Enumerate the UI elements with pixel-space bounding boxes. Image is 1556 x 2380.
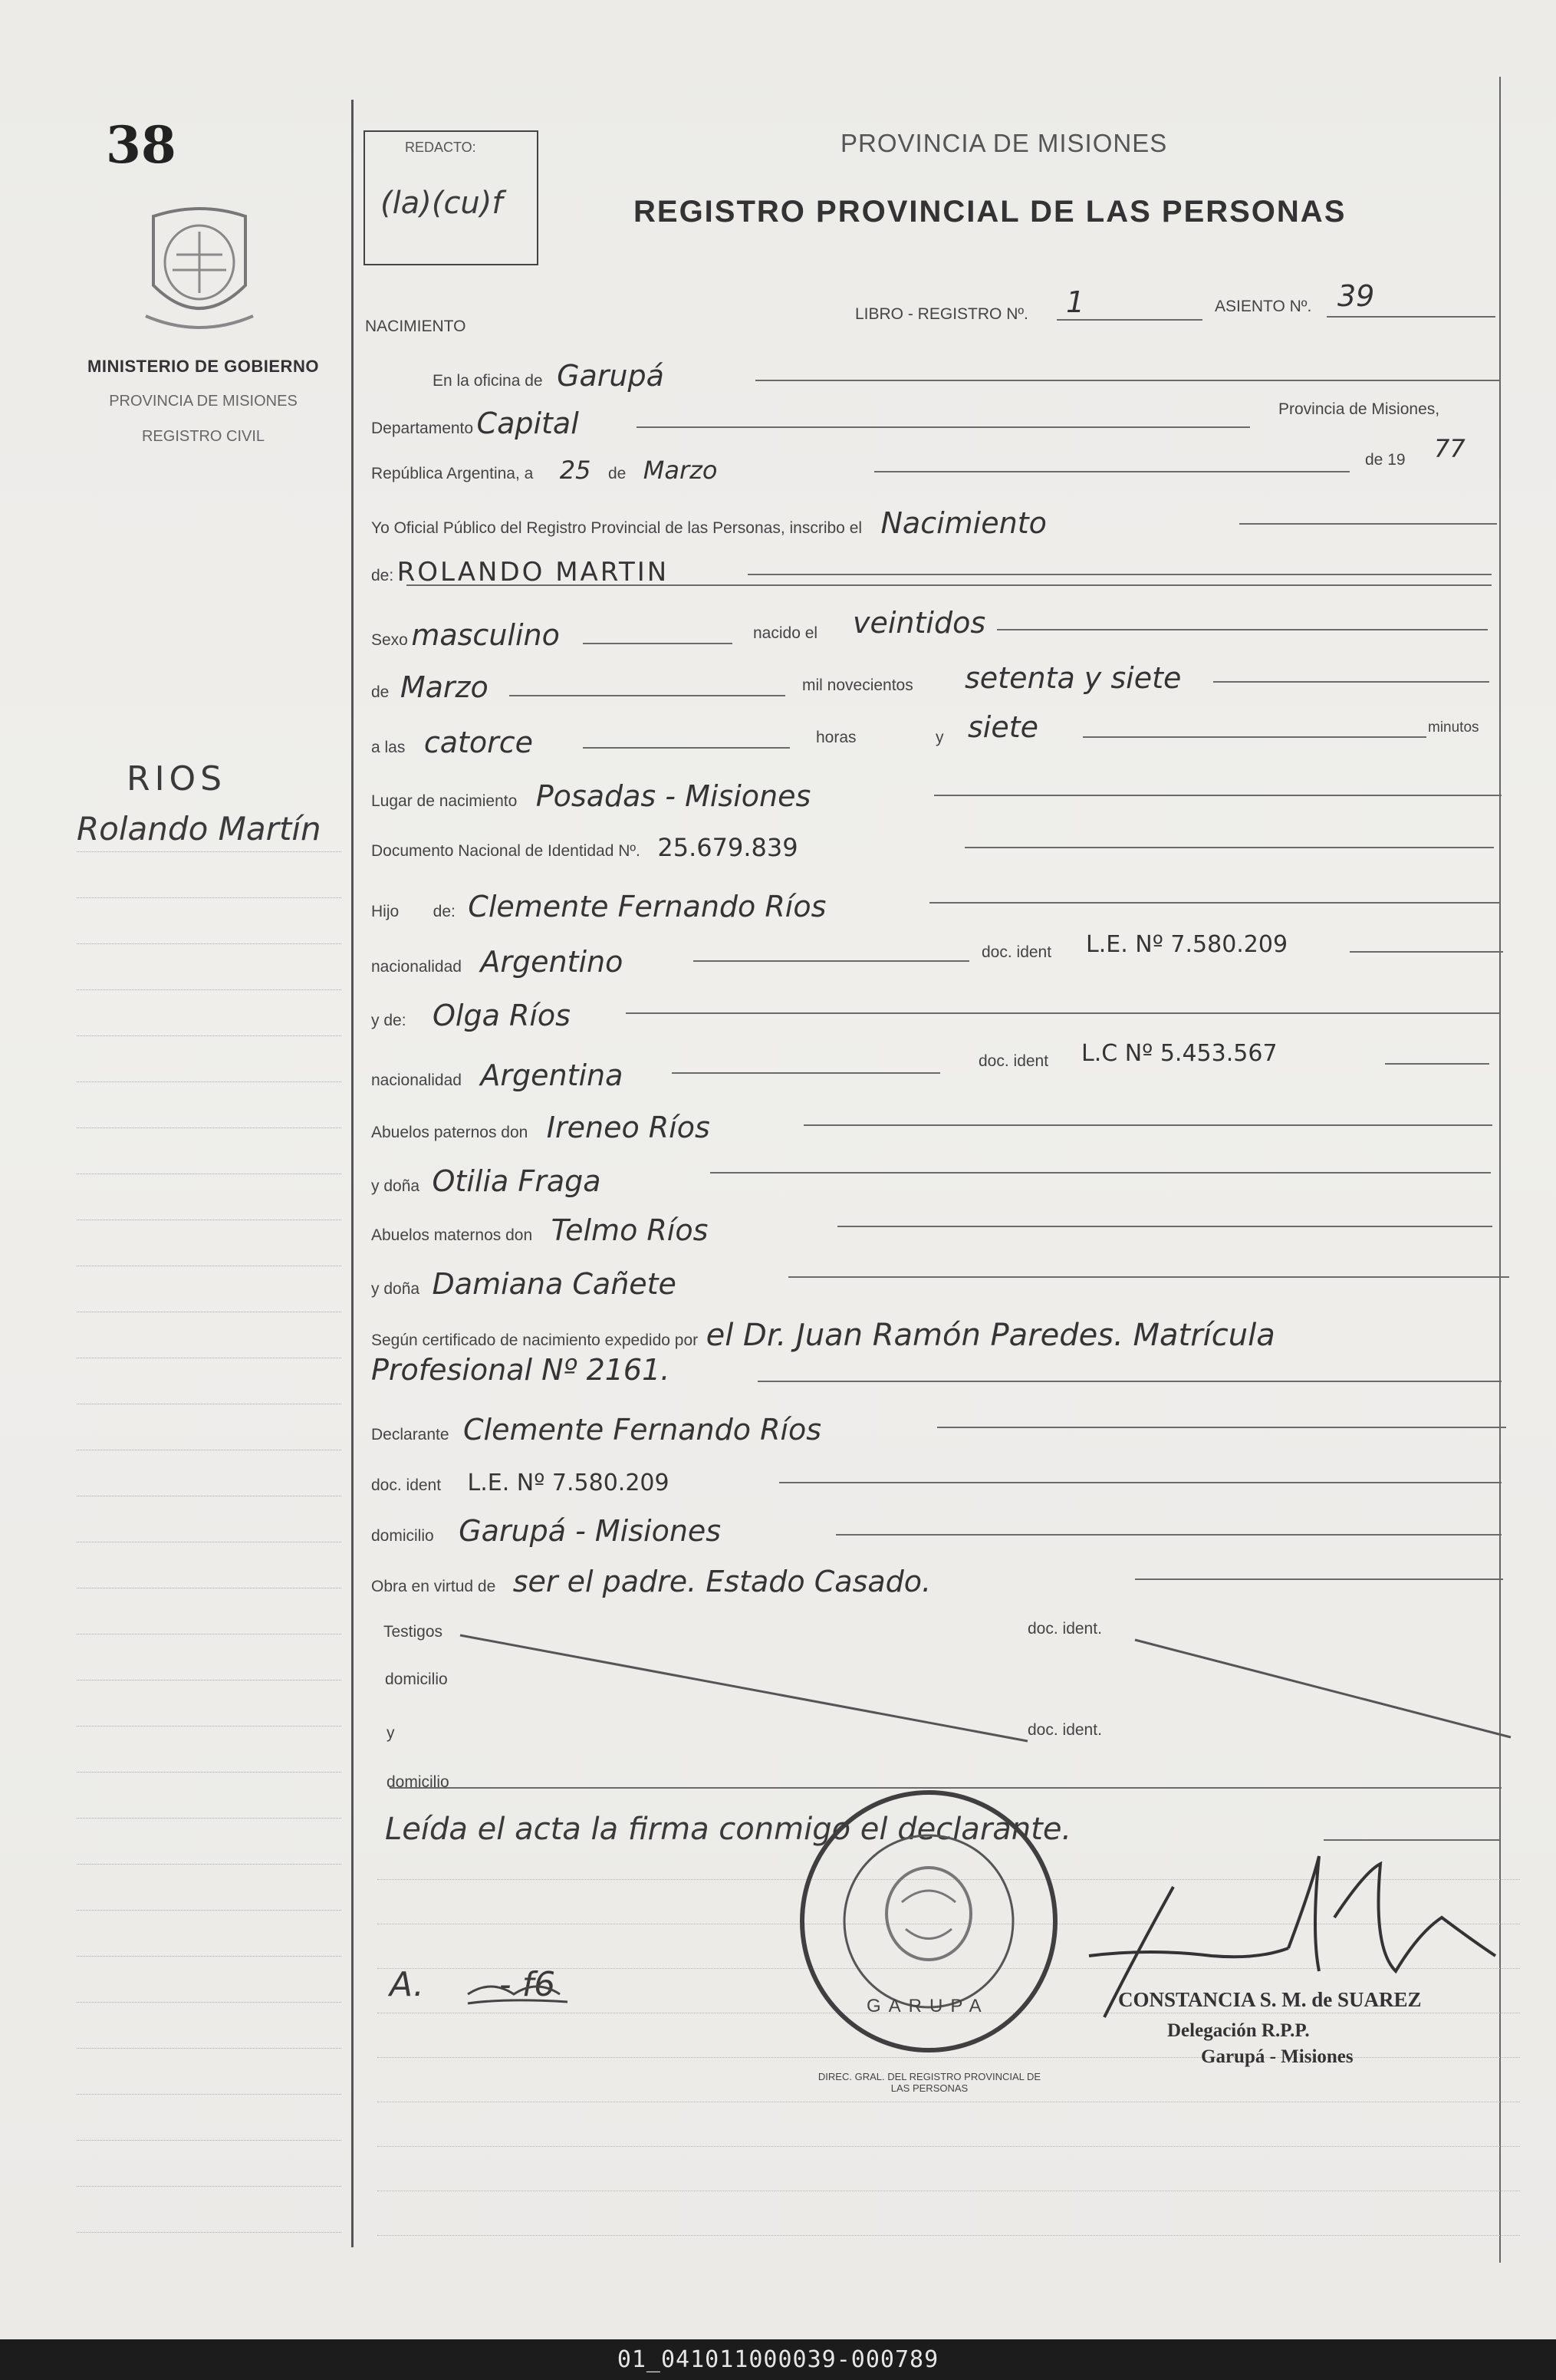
ministry-name: MINISTERIO DE GOBIERNO xyxy=(87,357,319,376)
abuelo-paterno-value: Ireneo Ríos xyxy=(546,1111,710,1144)
hijo-label: Hijo xyxy=(371,903,400,920)
dni-value: 25.679.839 xyxy=(657,833,798,862)
dotted-rule xyxy=(377,2146,1520,2147)
dia-value: 25 xyxy=(559,456,591,485)
margin-rule xyxy=(77,2186,341,2187)
provincia-suffix: Provincia de Misiones, xyxy=(1278,400,1440,418)
padre-value: Clemente Fernando Ríos xyxy=(468,890,827,923)
nacido-label: nacido el xyxy=(753,624,818,642)
left-initials: A. - f6 xyxy=(390,1965,556,2004)
section-label: NACIMIENTO xyxy=(365,318,466,335)
y-label: y xyxy=(936,729,944,746)
testigos-y-label: y xyxy=(387,1724,395,1742)
header-title: REGISTRO PROVINCIAL DE LAS PERSONAS xyxy=(633,195,1347,229)
sexo-value: masculino xyxy=(411,618,560,652)
scan-id-bar: 01_041011000039-000789 xyxy=(0,2339,1556,2380)
certificado-value: el Dr. Juan Ramón Paredes. Matrícula xyxy=(706,1318,1275,1353)
republica-label: República Argentina, a xyxy=(371,465,534,482)
oficina-label: En la oficina de xyxy=(433,372,543,390)
doc-madre-label: doc. ident xyxy=(979,1052,1049,1070)
alas-label: a las xyxy=(371,739,406,756)
nombre-value: ROLANDO MARTIN xyxy=(396,557,669,588)
oficial-label: Yo Oficial Público del Registro Provincial de las Personas, inscribo el xyxy=(371,519,863,537)
abuela-materna-value: Damiana Cañete xyxy=(432,1267,676,1301)
departamento-label: Departamento xyxy=(371,420,474,437)
testigos-doc-label: doc. ident. xyxy=(1028,1620,1102,1638)
acta-value: Nacimiento xyxy=(880,506,1047,540)
declarante-doc-label: doc. ident xyxy=(371,1476,442,1494)
obra-label: Obra en virtud de xyxy=(371,1578,496,1595)
signatory-place: Garupá - Misiones xyxy=(1201,2046,1354,2067)
testigos-domicilio-label: domicilio xyxy=(385,1671,448,1688)
margin-rule xyxy=(77,1956,341,1957)
margin-rule xyxy=(77,2140,341,2141)
dni-label: Documento Nacional de Identidad Nº. xyxy=(371,842,640,860)
certificado-value-cont: Profesional Nº 2161. xyxy=(371,1353,670,1387)
anio-label: de 19 xyxy=(1365,451,1406,469)
libro-value: 1 xyxy=(1066,285,1085,319)
asiento-value: 39 xyxy=(1337,279,1375,313)
abuela-paterna-label: y doña xyxy=(371,1177,420,1195)
seal-city: GARUPA xyxy=(867,1996,989,2016)
margin-rule xyxy=(77,1127,341,1128)
mes-nac-value: Marzo xyxy=(400,670,489,704)
departamento-value: Capital xyxy=(476,407,579,440)
redacto-initials: (la)(cu)f xyxy=(380,186,503,221)
margin-rule xyxy=(77,1772,341,1773)
redacto-box xyxy=(364,130,538,265)
margin-rule xyxy=(77,1726,341,1727)
minutos-value: siete xyxy=(968,710,1039,744)
nacionalidad-padre-label: nacionalidad xyxy=(371,958,462,976)
margin-rule xyxy=(77,851,341,852)
abuelo-paterno-label: Abuelos paternos don xyxy=(371,1124,528,1141)
nacionalidad-padre-value: Argentino xyxy=(480,945,623,979)
leida-text: Leída el acta la firma conmigo el declarante. xyxy=(385,1812,1072,1847)
hora-label: horas xyxy=(816,729,857,746)
abuela-paterna-value: Otilia Fraga xyxy=(432,1164,601,1198)
obra-value: ser el padre. Estado Casado. xyxy=(512,1565,932,1598)
margin-rule xyxy=(77,2002,341,2003)
oficina-value: Garupá xyxy=(557,359,664,393)
doc-padre-value: L.E. Nº 7.580.209 xyxy=(1086,931,1288,958)
nacionalidad-madre-value: Argentina xyxy=(480,1058,623,1092)
lugar-label: Lugar de nacimiento xyxy=(371,792,518,810)
horas-value: catorce xyxy=(423,726,534,759)
signatory-role: Delegación R.P.P. xyxy=(1167,2020,1310,2041)
hijo-de-label: de: xyxy=(433,903,456,920)
de-label: de xyxy=(607,465,627,482)
margin-rule xyxy=(77,1818,341,1819)
declarante-label: Declarante xyxy=(371,1426,449,1443)
header-province: PROVINCIA DE MISIONES xyxy=(841,129,1168,157)
margin-rule xyxy=(77,1864,341,1865)
margin-rule xyxy=(77,1035,341,1036)
margin-rule xyxy=(77,1081,341,1082)
seal-text: DIREC. GRAL. DEL REGISTRO PROVINCIAL DE LAS PERSONAS xyxy=(817,2071,1041,2094)
redacto-label: REDACTO: xyxy=(405,140,476,155)
mes-value: Marzo xyxy=(643,456,718,485)
abuelo-materno-value: Telmo Ríos xyxy=(551,1213,709,1247)
margin-rule xyxy=(77,2232,341,2233)
margin-rule xyxy=(77,989,341,990)
margin-rule xyxy=(77,943,341,944)
libro-label: LIBRO - REGISTRO Nº. xyxy=(855,305,1028,323)
margin-divider-line xyxy=(351,100,354,2247)
anio-value: 77 xyxy=(1434,434,1466,463)
abuelo-materno-label: Abuelos maternos don xyxy=(371,1226,533,1244)
minutos-label: minutos xyxy=(1428,719,1479,736)
declarante-doc-value: L.E. Nº 7.580.209 xyxy=(467,1470,669,1496)
domicilio-label: domicilio xyxy=(371,1527,434,1545)
doc-padre-label: doc. ident xyxy=(982,943,1052,961)
margin-rule xyxy=(77,897,341,898)
margin-given-names: Rolando Martín xyxy=(77,810,321,848)
madre-label: y de: xyxy=(371,1012,406,1029)
certificado-label: Según certificado de nacimiento expedido por xyxy=(371,1332,699,1349)
testigos-strike-icon xyxy=(445,1626,1518,1749)
margin-rule xyxy=(77,1910,341,1911)
madre-value: Olga Ríos xyxy=(432,999,571,1032)
testigos2-doc-label: doc. ident. xyxy=(1028,1721,1102,1739)
page-number: 38 xyxy=(106,115,176,175)
margin-rule xyxy=(77,2048,341,2049)
domicilio-value: Garupá - Misiones xyxy=(459,1514,722,1548)
lugar-value: Posadas - Misiones xyxy=(535,779,811,813)
testigos2-domicilio-label: domicilio xyxy=(387,1773,449,1791)
anio-nac-value: setenta y siete xyxy=(965,661,1182,695)
nacionalidad-madre-label: nacionalidad xyxy=(371,1071,462,1089)
de-mes-label: de xyxy=(371,683,390,701)
asiento-label: ASIENTO Nº. xyxy=(1215,298,1312,315)
mil-label: mil novecientos xyxy=(802,676,913,694)
ministry-crest-icon xyxy=(138,201,261,339)
abuela-materna-label: y doña xyxy=(371,1280,420,1298)
ministry-registry: REGISTRO CIVIL xyxy=(141,428,265,445)
declarante-value: Clemente Fernando Ríos xyxy=(463,1413,822,1447)
doc-madre-value: L.C Nº 5.453.567 xyxy=(1081,1040,1278,1067)
dotted-rule xyxy=(377,2235,1520,2236)
nacido-value: veintidos xyxy=(853,606,986,640)
ministry-province: PROVINCIA DE MISIONES xyxy=(109,393,298,410)
signatory-name: CONSTANCIA S. M. de SUAREZ xyxy=(1118,1988,1422,2011)
margin-surname: RIOS xyxy=(127,759,227,798)
testigos-label: Testigos xyxy=(383,1623,443,1641)
sexo-label: Sexo xyxy=(371,631,408,649)
margin-rule xyxy=(77,2094,341,2095)
nombre-label: de: xyxy=(371,567,394,584)
initials-stroke-icon xyxy=(460,1964,629,2010)
